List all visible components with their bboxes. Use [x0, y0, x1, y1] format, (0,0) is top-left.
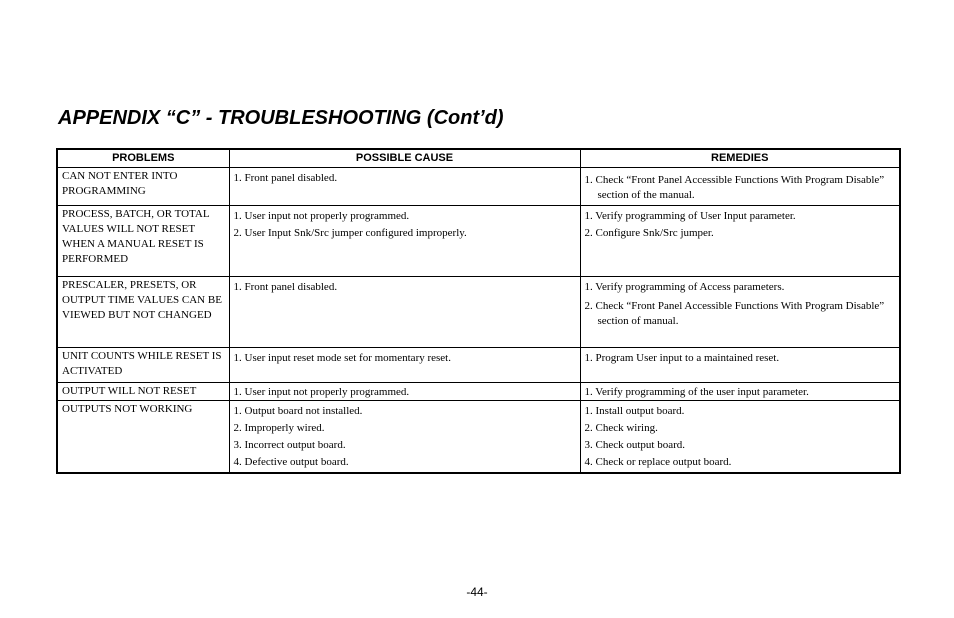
remedy-item: 1. Check “Front Panel Accessible Functions With Program Disable” section of the manual.: [584, 174, 885, 201]
remedy-item: 3. Check output board.: [584, 439, 686, 451]
cause-item: 4. Defective output board.: [233, 456, 349, 468]
page-number: -44-: [466, 585, 488, 599]
cause-cell: [229, 277, 580, 348]
remedy-item: 4. Check or replace output board.: [584, 456, 732, 468]
cause-item: 2. Improperly wired.: [233, 422, 325, 434]
table-row: [57, 401, 900, 474]
cause-item: 3. Incorrect output board.: [233, 439, 346, 451]
cause-cell: [229, 348, 580, 383]
cause-item: 1. Output board not installed.: [233, 405, 363, 417]
table-row: [57, 168, 900, 206]
header-problems: PROBLEMS: [57, 149, 229, 168]
table-row: [57, 206, 900, 277]
problem-cell: OUTPUTS NOT WORKING: [57, 401, 229, 474]
table-row: [57, 348, 900, 383]
cause-item: 1. Front panel disabled.: [233, 172, 338, 184]
header-remedies: REMEDIES: [580, 149, 900, 168]
cause-item: 1. User input not properly programmed.: [233, 386, 410, 398]
remedy-cell: [580, 168, 900, 206]
cause-item: 1. Front panel disabled.: [233, 281, 338, 293]
table-header-row: [57, 149, 900, 168]
page-title: APPENDIX “C” - TROUBLESHOOTING (Cont’d): [58, 107, 504, 129]
remedy-cell: [580, 348, 900, 383]
cause-item: 1. User input reset mode set for momentary reset.: [233, 352, 451, 364]
cause-cell: [229, 401, 580, 474]
header-possible-cause: POSSIBLE CAUSE: [229, 149, 580, 168]
remedy-item: 1. Verify programming of the user input parameter.: [584, 386, 809, 398]
cause-cell: [229, 383, 580, 401]
troubleshooting-table: [56, 148, 901, 474]
remedy-item: 1. Verify programming of Access parameters.: [584, 281, 785, 293]
remedy-item: 2. Configure Snk/Src jumper.: [584, 227, 714, 239]
cause-cell: [229, 168, 580, 206]
remedy-item: 1. Install output board.: [584, 405, 685, 417]
problem-cell: PRESCALER, PRESETS, OR OUTPUT TIME VALUES CAN BE VIEWED BUT NOT CHANGED: [57, 277, 229, 348]
cause-cell: [229, 206, 580, 277]
problem-cell: PROCESS, BATCH, OR TOTAL VALUES WILL NOT RESET WHEN A MANUAL RESET IS PERFORMED: [57, 206, 229, 277]
cause-item: 1. User input not properly programmed.: [233, 210, 410, 222]
problem-cell: OUTPUT WILL NOT RESET: [57, 383, 229, 401]
remedy-item: 2. Check “Front Panel Accessible Functions With Program Disable” section of manual.: [584, 300, 885, 327]
table-row: [57, 277, 900, 348]
remedy-item: 1. Verify programming of User Input parameter.: [584, 210, 796, 222]
cause-item: 2. User Input Snk/Src jumper configured improperly.: [233, 227, 467, 239]
table-row: [57, 383, 900, 401]
remedy-cell: [580, 277, 900, 348]
problem-cell: CAN NOT ENTER INTO PROGRAMMING: [57, 168, 229, 206]
remedy-cell: [580, 401, 900, 474]
problem-cell: UNIT COUNTS WHILE RESET IS ACTIVATED: [57, 348, 229, 383]
remedy-item: 2. Check wiring.: [584, 422, 658, 434]
remedy-cell: [580, 383, 900, 401]
remedy-cell: [580, 206, 900, 277]
remedy-item: 1. Program User input to a maintained reset.: [584, 352, 780, 364]
